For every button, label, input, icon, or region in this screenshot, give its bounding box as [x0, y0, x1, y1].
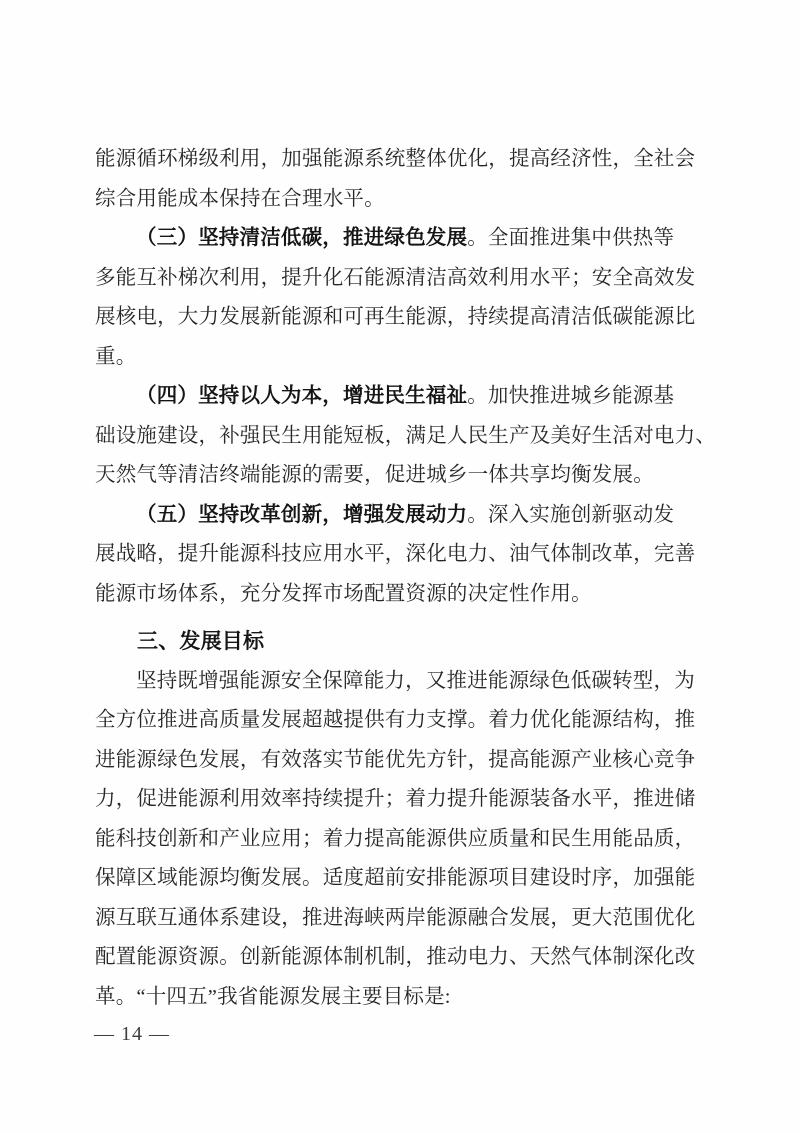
bold-run: （三）坚持清洁低碳，推进绿色发展 [136, 227, 468, 249]
text-run: 能科技创新和产业应用；着力提高能源供应质量和民生用能品质， [95, 827, 696, 850]
text-line [95, 259, 701, 299]
section-heading [95, 622, 701, 662]
text-line [95, 456, 701, 496]
text-line [95, 701, 701, 741]
text-run: 全方位推进高质量发展超越提供有力支撑。着力优化能源结构，推 [95, 709, 696, 731]
text-line [95, 899, 701, 939]
text-line [95, 938, 701, 978]
text-line [95, 180, 701, 220]
text-run: 展战略，提升能源科技应用水平，深化电力、油气体制改革，完善 [95, 543, 696, 565]
text-line [95, 338, 701, 378]
text-run: 。深入实施创新驱动发 [467, 503, 675, 526]
text-line [95, 377, 701, 417]
text-run: 配置能源资源。创新能源体制机制，推动电力、天然气体制深化改 [95, 946, 696, 968]
text-run: 展核电，大力发展新能源和可再生能源，持续提高清洁低碳能源比 [95, 306, 696, 328]
text-run: 重。 [95, 345, 137, 368]
text-run: 坚持既增强能源安全保障能力，又推进能源绿色低碳转型，为 [136, 669, 695, 692]
text-line [95, 741, 701, 781]
text-run: 能源市场体系，充分发挥市场配置资源的决定性作用。 [95, 582, 592, 605]
text-run: 源互联互通体系建设，推进海峡两岸能源融合发展，更大范围优化 [95, 906, 696, 929]
page-number: — 14 — [94, 1023, 170, 1045]
text-line [95, 535, 701, 575]
text-run: 革。“十四五”我省能源发展主要目标是: [95, 985, 451, 1008]
text-line [95, 140, 701, 180]
text-run: 力，促进能源利用效率持续提升；着力提升能源装备水平，推进储 [95, 788, 696, 810]
text-line [95, 820, 701, 860]
text-line [95, 219, 701, 259]
bold-run: 三、发展目标 [137, 630, 265, 653]
document-body [95, 140, 716, 1017]
text-run: 能源循环梯级利用，加强能源系统整体优化，提高经济性，全社会 [95, 148, 696, 170]
text-line [95, 496, 701, 536]
text-line [95, 298, 701, 338]
text-run: 综合用能成本保持在合理水平。 [95, 187, 385, 210]
bold-run: （五）坚持改革创新，增强发展动力 [136, 503, 468, 526]
text-run: 。全面推进集中供热等 [467, 227, 675, 249]
text-run: 多能互补梯次利用，提升化石能源清洁高效利用水平；安全高效发 [95, 266, 696, 289]
text-run: 天然气等清洁终端能源的需要，促进城乡一体共享均衡发展。 [95, 464, 654, 486]
text-line [95, 978, 701, 1018]
text-line [95, 575, 701, 615]
text-line [95, 780, 701, 820]
bold-run: （四）坚持以人为本，增进民生福祉 [136, 385, 468, 407]
text-run: 进能源绿色发展，有效落实节能优先方针，提高能源产业核心竞争 [95, 748, 696, 771]
text-run: 保障区域能源均衡发展。适度超前安排能源项目建设时序，加强能 [95, 867, 696, 889]
text-line [95, 859, 701, 899]
text-line [95, 417, 716, 457]
text-run: 。加快推进城乡能源基 [467, 385, 675, 407]
text-line [95, 662, 701, 702]
text-run: 础设施建设，补强民生用能短板，满足人民生产及美好生活对电力、 [95, 424, 716, 447]
